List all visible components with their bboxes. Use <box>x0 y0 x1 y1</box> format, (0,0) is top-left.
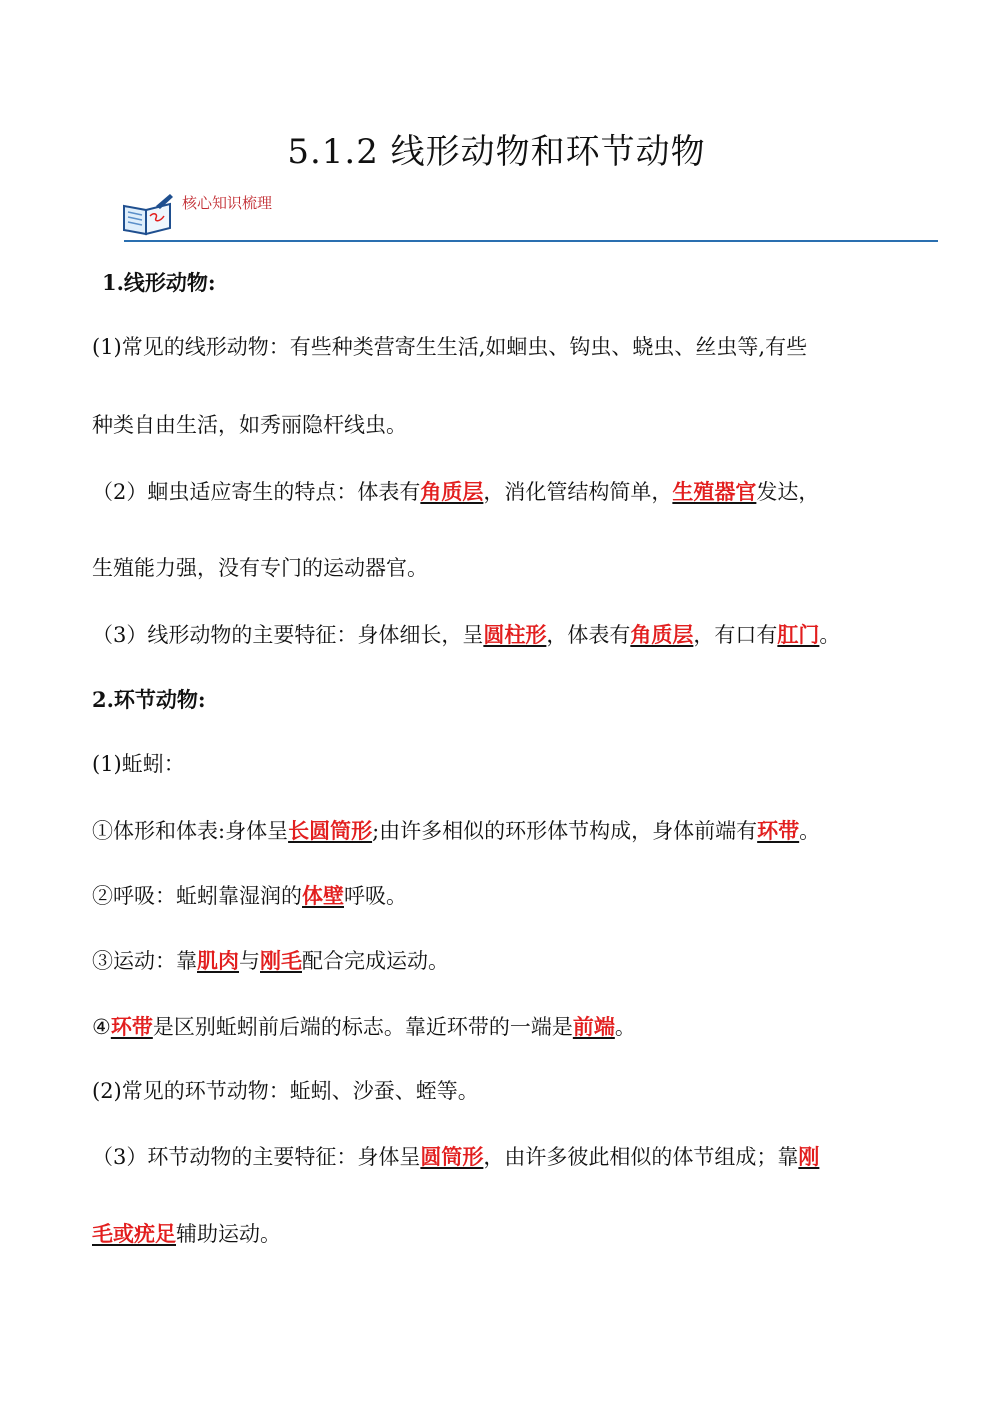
text-run: ，体表有 <box>546 623 631 647</box>
text-run: ③运动：靠 <box>92 949 197 973</box>
text-run: 配合完成运动。 <box>302 949 449 973</box>
text-run: （3）线形动物的主要特征：身体细长，呈 <box>92 623 484 647</box>
answer-blank: 角质层 <box>630 622 694 647</box>
answer-blank: 圆筒形 <box>420 1144 484 1169</box>
text-run: 。 <box>799 819 821 843</box>
text-run: ，有口有 <box>693 623 778 647</box>
answer-blank: 生殖器官 <box>672 479 757 504</box>
paragraph-line <box>92 950 449 972</box>
answer-blank: 环带 <box>110 1014 153 1039</box>
answer-blank: 环带 <box>757 818 800 843</box>
text-run: ①体形和体表:身体呈 <box>92 819 289 843</box>
answer-blank: 长圆筒形 <box>288 818 373 843</box>
answer-blank: 体壁 <box>302 883 344 908</box>
answer-blank: 肌肉 <box>197 948 239 973</box>
paragraph-line <box>92 1146 819 1168</box>
section-banner-label: 核心知识梳理 <box>182 194 273 212</box>
paragraph-line <box>92 481 819 503</box>
text-run: ④ <box>92 1015 111 1039</box>
page-title: 5.1.2 线形动物和环节动物 <box>287 132 706 172</box>
paragraph-line <box>92 820 820 842</box>
answer-blank: 圆柱形 <box>483 622 547 647</box>
paragraph-line <box>92 1223 281 1245</box>
text-run: 与 <box>239 949 260 973</box>
text-run: ;由许多相似的环形体节构成，身体前端有 <box>372 819 758 843</box>
paragraph-line: 生殖能力强，没有专门的运动器官。 <box>92 556 428 580</box>
section-heading-annelids: 2.环节动物: <box>92 687 206 712</box>
text-run: 是区别蚯蚓前后端的标志。靠近环带的一端是 <box>152 1015 573 1039</box>
text-run: 发达， <box>756 480 820 504</box>
text-run: ，由许多彼此相似的体节组成；靠 <box>483 1145 799 1169</box>
answer-blank: 前端 <box>572 1014 615 1039</box>
text-run: （3）环节动物的主要特征：身体呈 <box>92 1145 421 1169</box>
answer-blank: 刚 <box>798 1144 820 1169</box>
paragraph-line <box>92 1016 636 1038</box>
answer-blank: 肛门 <box>777 622 820 647</box>
text-run: （2）蛔虫适应寄生的特点：体表有 <box>92 480 421 504</box>
text-run: 。 <box>614 1015 636 1039</box>
answer-blank: 刚毛 <box>260 948 302 973</box>
text-run: 辅助运动。 <box>176 1222 281 1246</box>
paragraph-line <box>92 624 840 646</box>
book-icon <box>120 192 174 236</box>
answer-blank: 毛或疣足 <box>92 1221 176 1246</box>
paragraph-line: (1)常见的线形动物：有些种类营寄生生活,如蛔虫、钩虫、蛲虫、丝虫等,有些 <box>92 335 808 359</box>
text-run: ②呼吸：蚯蚓靠湿润的 <box>92 884 302 908</box>
section-banner <box>120 188 938 244</box>
paragraph-line <box>92 885 407 907</box>
paragraph-line: 种类自由生活，如秀丽隐杆线虫。 <box>92 413 407 437</box>
section-heading-nematodes: 1.线形动物: <box>102 270 216 295</box>
text-run: 呼吸。 <box>344 884 407 908</box>
answer-blank: 角质层 <box>420 479 484 504</box>
divider <box>124 240 938 242</box>
paragraph-line: (2)常见的环节动物：蚯蚓、沙蚕、蛭等。 <box>92 1079 479 1103</box>
text-run: ，消化管结构简单， <box>483 480 673 504</box>
text-run: 。 <box>819 623 841 647</box>
paragraph-line: (1)蚯蚓： <box>92 752 185 776</box>
